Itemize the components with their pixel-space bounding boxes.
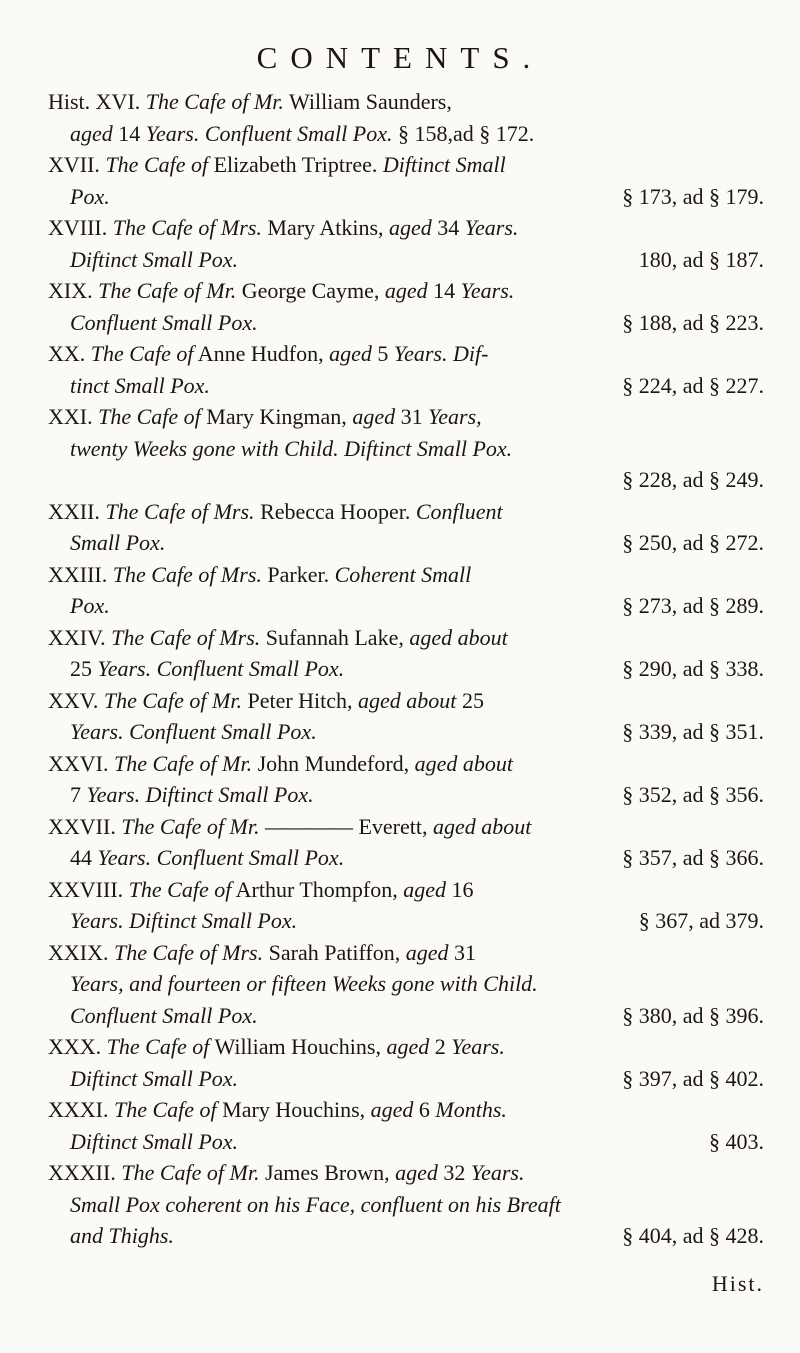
contents-entry [48, 212, 764, 275]
entry-line [48, 118, 764, 150]
section-reference: § 380, ad § 396. [622, 1002, 764, 1028]
italic-text: aged about [358, 687, 457, 713]
contents-entry [48, 1157, 764, 1252]
roman-text: Mary Houchins, [216, 1097, 371, 1122]
italic-text: Months. [435, 1097, 507, 1122]
roman-text: XIX. [48, 278, 99, 303]
roman-text: Sufannah Lake, [260, 624, 410, 650]
roman-text: XXVI. [48, 750, 114, 776]
roman-text: XXIII. [48, 561, 113, 587]
italic-text: aged [395, 1160, 438, 1185]
contents-entry [48, 275, 764, 338]
contents-entry [48, 496, 764, 559]
roman-text: XXX. [48, 1034, 107, 1059]
entry-line [48, 622, 764, 654]
section-reference: § 397, ad § 402. [622, 1065, 764, 1091]
italic-text: Years. Confluent Small Pox. [145, 120, 393, 146]
roman-text: William Houchins, [209, 1034, 387, 1059]
contents-list [48, 86, 764, 1252]
section-reference: § 339, ad § 351. [622, 719, 764, 744]
roman-text: 31 [395, 404, 429, 429]
contents-entry [48, 874, 764, 937]
italic-text: Small Pox. [70, 530, 166, 555]
italic-text: Years, and fourteen or fifteen Weeks gone with Child. [70, 971, 538, 996]
italic-text: Small Pox coherent on his Face, confluent on his Breaft [70, 1191, 561, 1217]
italic-text: The Cafe of [114, 1097, 217, 1122]
entry-line [48, 1220, 764, 1252]
italic-text: Diftinct Small Pox. [70, 246, 239, 272]
entry-line [48, 1126, 764, 1158]
entry-line [48, 86, 764, 118]
section-reference: § 352, ad § 356. [622, 782, 764, 807]
roman-text: 25 [456, 687, 484, 713]
section-reference: § 404, ad § 428. [622, 1223, 764, 1248]
italic-text: Years. Diftinct Small Pox. [70, 908, 298, 933]
italic-text: Years. Diftinct Small Pox. [86, 782, 314, 807]
roman-text: 14 [112, 120, 146, 146]
roman-text: XXXII. [48, 1160, 122, 1185]
entry-line [48, 968, 764, 1000]
italic-text: Confluent Small Pox. [70, 1002, 258, 1028]
italic-text: aged about [414, 750, 514, 776]
roman-text: XXXI. [48, 1097, 114, 1122]
italic-text: aged [405, 939, 449, 965]
roman-text: Mary Kingman, [200, 404, 353, 429]
entry-line [48, 716, 764, 748]
entry-line [48, 370, 764, 402]
roman-text: 44 [70, 845, 98, 870]
roman-text: Anne Hudfon, [193, 341, 330, 366]
entry-line [48, 590, 764, 622]
italic-text: Pox. [70, 183, 110, 209]
entry-line [48, 1000, 764, 1032]
italic-text: The Cafe of Mr. [121, 1160, 260, 1185]
entry-line [48, 496, 764, 528]
entry-line [48, 275, 764, 307]
contents-entry [48, 685, 764, 748]
contents-entry [48, 559, 764, 622]
roman-text: 34 [431, 215, 465, 240]
roman-text: William Saunders, [283, 89, 452, 114]
entry-line [48, 685, 764, 717]
italic-text: The Cafe of Mrs. [114, 939, 264, 965]
contents-entry [48, 401, 764, 496]
italic-text: The Cafe of Mr. [145, 89, 284, 114]
section-reference: § 228, ad § 249. [622, 467, 764, 492]
roman-text: 32 [437, 1160, 471, 1185]
italic-text: aged about [432, 813, 532, 839]
page-title: CONTENTS. [256, 40, 544, 75]
catchword: Hist. [711, 1271, 764, 1296]
italic-text: Years. [464, 215, 519, 240]
section-reference: § 367, ad 379. [638, 908, 764, 933]
italic-text: The Cafe of Mrs. [112, 215, 262, 240]
section-reference: § 357, ad § 366. [622, 845, 764, 870]
roman-text: Arthur Thompfon, [231, 876, 404, 902]
roman-text: XXV. [48, 687, 104, 713]
roman-text: XX. [48, 341, 91, 366]
contents-entry [48, 1094, 764, 1157]
roman-text: ———— Everett, [259, 813, 433, 839]
roman-text: 7 [70, 782, 87, 807]
italic-text: Diftinct Small [382, 152, 506, 177]
italic-text: The Cafe of Mrs. [112, 561, 262, 587]
italic-text: The Cafe of Mr. [103, 687, 242, 713]
entry-line [48, 559, 764, 591]
italic-text: aged [70, 120, 113, 146]
entry-line [48, 1189, 764, 1221]
contents-entry [48, 811, 764, 874]
contents-entry [48, 149, 764, 212]
italic-text: The Cafe of [106, 1034, 210, 1059]
italic-text: and Thighs. [70, 1223, 174, 1248]
entry-line [48, 307, 764, 339]
italic-text: aged [370, 1097, 414, 1122]
entry-line [48, 1031, 764, 1063]
italic-text: Years. [451, 1034, 505, 1059]
entry-line [48, 1063, 764, 1095]
roman-text: § 158,ad § 172. [392, 120, 535, 146]
entry-line [48, 401, 764, 433]
italic-text: Coherent Small [334, 561, 472, 587]
contents-entry [48, 748, 764, 811]
contents-entry [48, 338, 764, 401]
contents-entry [48, 622, 764, 685]
italic-text: aged [352, 404, 396, 429]
entry-line [48, 527, 764, 559]
italic-text: Pox. [70, 593, 110, 618]
roman-text: Sarah Patiffon, [263, 939, 406, 965]
entry-line [48, 464, 764, 496]
entry-line [48, 244, 764, 276]
entry-line [48, 653, 764, 685]
italic-text: aged [329, 341, 372, 366]
italic-text: The Cafe of Mrs. [111, 624, 261, 650]
italic-text: Years. Dif- [393, 341, 489, 366]
italic-text: Years. Confluent Small Pox. [97, 656, 345, 681]
italic-text: The Cafe of Mr. [121, 813, 260, 839]
italic-text: tinct Small Pox. [70, 372, 210, 398]
roman-text: 6 [413, 1097, 436, 1122]
italic-text: twenty Weeks gone with Child. Diftinct Small Pox. [70, 435, 513, 461]
roman-text: 31 [448, 939, 476, 965]
italic-text: aged [386, 1034, 430, 1059]
roman-text: 5 [371, 341, 394, 366]
italic-text: Years. Confluent Small Pox. [70, 719, 317, 744]
contents-entry [48, 937, 764, 1032]
entry-line [48, 779, 764, 811]
section-reference: § 403. [709, 1128, 764, 1154]
italic-text: Years. Confluent Small Pox. [97, 845, 345, 870]
italic-text: Years. [470, 1160, 525, 1185]
entry-line [48, 212, 764, 244]
section-reference: § 250, ad § 272. [622, 530, 764, 555]
entry-line [48, 1157, 764, 1189]
italic-text: Diftinct Small Pox. [70, 1128, 239, 1154]
contents-entry [48, 86, 764, 149]
section-reference: § 173, ad § 179. [622, 183, 764, 209]
roman-text: XXIX. [48, 939, 114, 965]
italic-text: The Cafe of [90, 341, 194, 366]
roman-text: Peter Hitch, [241, 687, 359, 713]
roman-text: Hist. XVI. [48, 89, 146, 114]
italic-text: Years, [428, 404, 482, 429]
entry-line [48, 433, 764, 465]
section-reference: § 273, ad § 289. [622, 593, 764, 618]
roman-text: XXII. [48, 498, 106, 524]
roman-text: XVIII. [48, 215, 113, 240]
contents-entry [48, 1031, 764, 1094]
roman-text: George Cayme, [236, 278, 385, 303]
roman-text: XXIV. [48, 624, 112, 650]
italic-text: The Cafe of [105, 152, 209, 177]
entry-line [48, 748, 764, 780]
roman-text: 2 [429, 1034, 452, 1059]
italic-text: Diftinct Small Pox. [70, 1065, 239, 1091]
italic-text: The Cafe of Mr. [114, 750, 253, 776]
section-reference: 180, ad § 187. [638, 246, 764, 272]
roman-text: James Brown, [259, 1160, 396, 1185]
entry-line [48, 905, 764, 937]
italic-text: The Cafe of [98, 404, 201, 429]
roman-text: 25 [70, 656, 98, 681]
entry-line [48, 937, 764, 969]
section-reference: § 188, ad § 223. [622, 309, 764, 335]
italic-text: aged [384, 278, 428, 303]
italic-text: The Cafe of Mrs. [105, 498, 255, 524]
italic-text: aged about [409, 624, 508, 650]
roman-text: XXI. [48, 404, 99, 429]
roman-text: Rebecca Hooper. [254, 498, 416, 524]
section-reference: § 290, ad § 338. [622, 656, 764, 681]
italic-text: Years. [460, 278, 515, 303]
roman-text: Elizabeth Triptree. [208, 152, 383, 177]
entry-line [48, 181, 764, 213]
roman-text: Mary Atkins, [261, 215, 390, 240]
entry-line [48, 338, 764, 370]
roman-text: Parker. [261, 561, 335, 587]
italic-text: Confluent Small Pox. [70, 309, 258, 335]
italic-text: aged [389, 215, 432, 240]
roman-text: John Mundeford, [252, 750, 415, 776]
roman-text: 16 [446, 876, 474, 902]
entry-line [48, 874, 764, 906]
entry-line [48, 842, 764, 874]
entry-line [48, 811, 764, 843]
entry-line [48, 149, 764, 181]
roman-text: 14 [427, 278, 461, 303]
italic-text: The Cafe of [128, 876, 232, 902]
entry-line [48, 1094, 764, 1126]
roman-text: XVII. [48, 152, 106, 177]
roman-text: XXVII. [48, 813, 122, 839]
italic-text: Confluent [415, 498, 503, 524]
section-reference: § 224, ad § 227. [622, 372, 764, 398]
italic-text: aged [403, 876, 447, 902]
roman-text: XXVIII. [48, 876, 129, 902]
italic-text: The Cafe of Mr. [98, 278, 237, 303]
